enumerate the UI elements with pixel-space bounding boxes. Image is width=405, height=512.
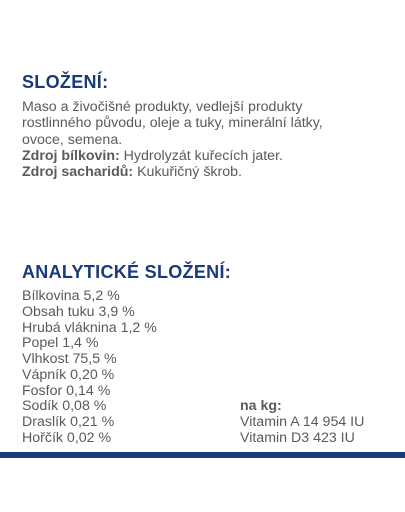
nutrient-item: Sodík 0,08 % [22, 398, 107, 415]
protein-source [22, 148, 392, 164]
composition-heading: SLOŽENÍ: [22, 72, 109, 92]
nutrient-item: Hrubá vláknina 1,2 % [22, 319, 157, 336]
carb-source [22, 164, 392, 180]
carb-source-label: Zdroj sacharidů: [22, 164, 134, 181]
nutrient-item: Fosfor 0,14 % [22, 382, 111, 399]
nutrient-item: Popel 1,4 % [22, 335, 99, 352]
composition-text [22, 99, 392, 180]
composition-line-2: rostlinného původu, oleje a tuky, minerální látky, [22, 115, 323, 132]
nutrient-item: Bílkovina 5,2 % [22, 288, 120, 304]
vitamin-item: Vitamin D3 423 IU [240, 429, 355, 446]
nutrient-item: Obsah tuku 3,9 % [22, 303, 135, 320]
nutrient-item: Hořčík 0,02 % [22, 429, 112, 446]
nutrient-item: Draslík 0,21 % [22, 414, 115, 430]
analytical-heading: ANALYTICKÉ SLOŽENÍ: [22, 262, 232, 282]
protein-source-value: Hydrolyzát kuřecích jater. [119, 147, 283, 164]
vitamins-per-kg-heading: na kg: [240, 398, 282, 415]
nutrient-item: Vlhkost 75,5 % [22, 351, 117, 367]
carb-source-value: Kukuřičný škrob. [133, 164, 242, 181]
protein-source-label: Zdroj bílkovin: [22, 147, 120, 164]
composition-line-3: ovoce, semena. [22, 131, 123, 148]
nutrient-list [22, 289, 157, 447]
composition-line-1: Maso a živočišné produkty, vedlejší produkty [22, 99, 303, 115]
vitamin-item: Vitamin A 14 954 IU [240, 414, 365, 430]
footer-divider-bar [0, 452, 405, 458]
nutrient-item: Vápník 0,20 % [22, 366, 115, 383]
vitamin-list [240, 289, 364, 447]
